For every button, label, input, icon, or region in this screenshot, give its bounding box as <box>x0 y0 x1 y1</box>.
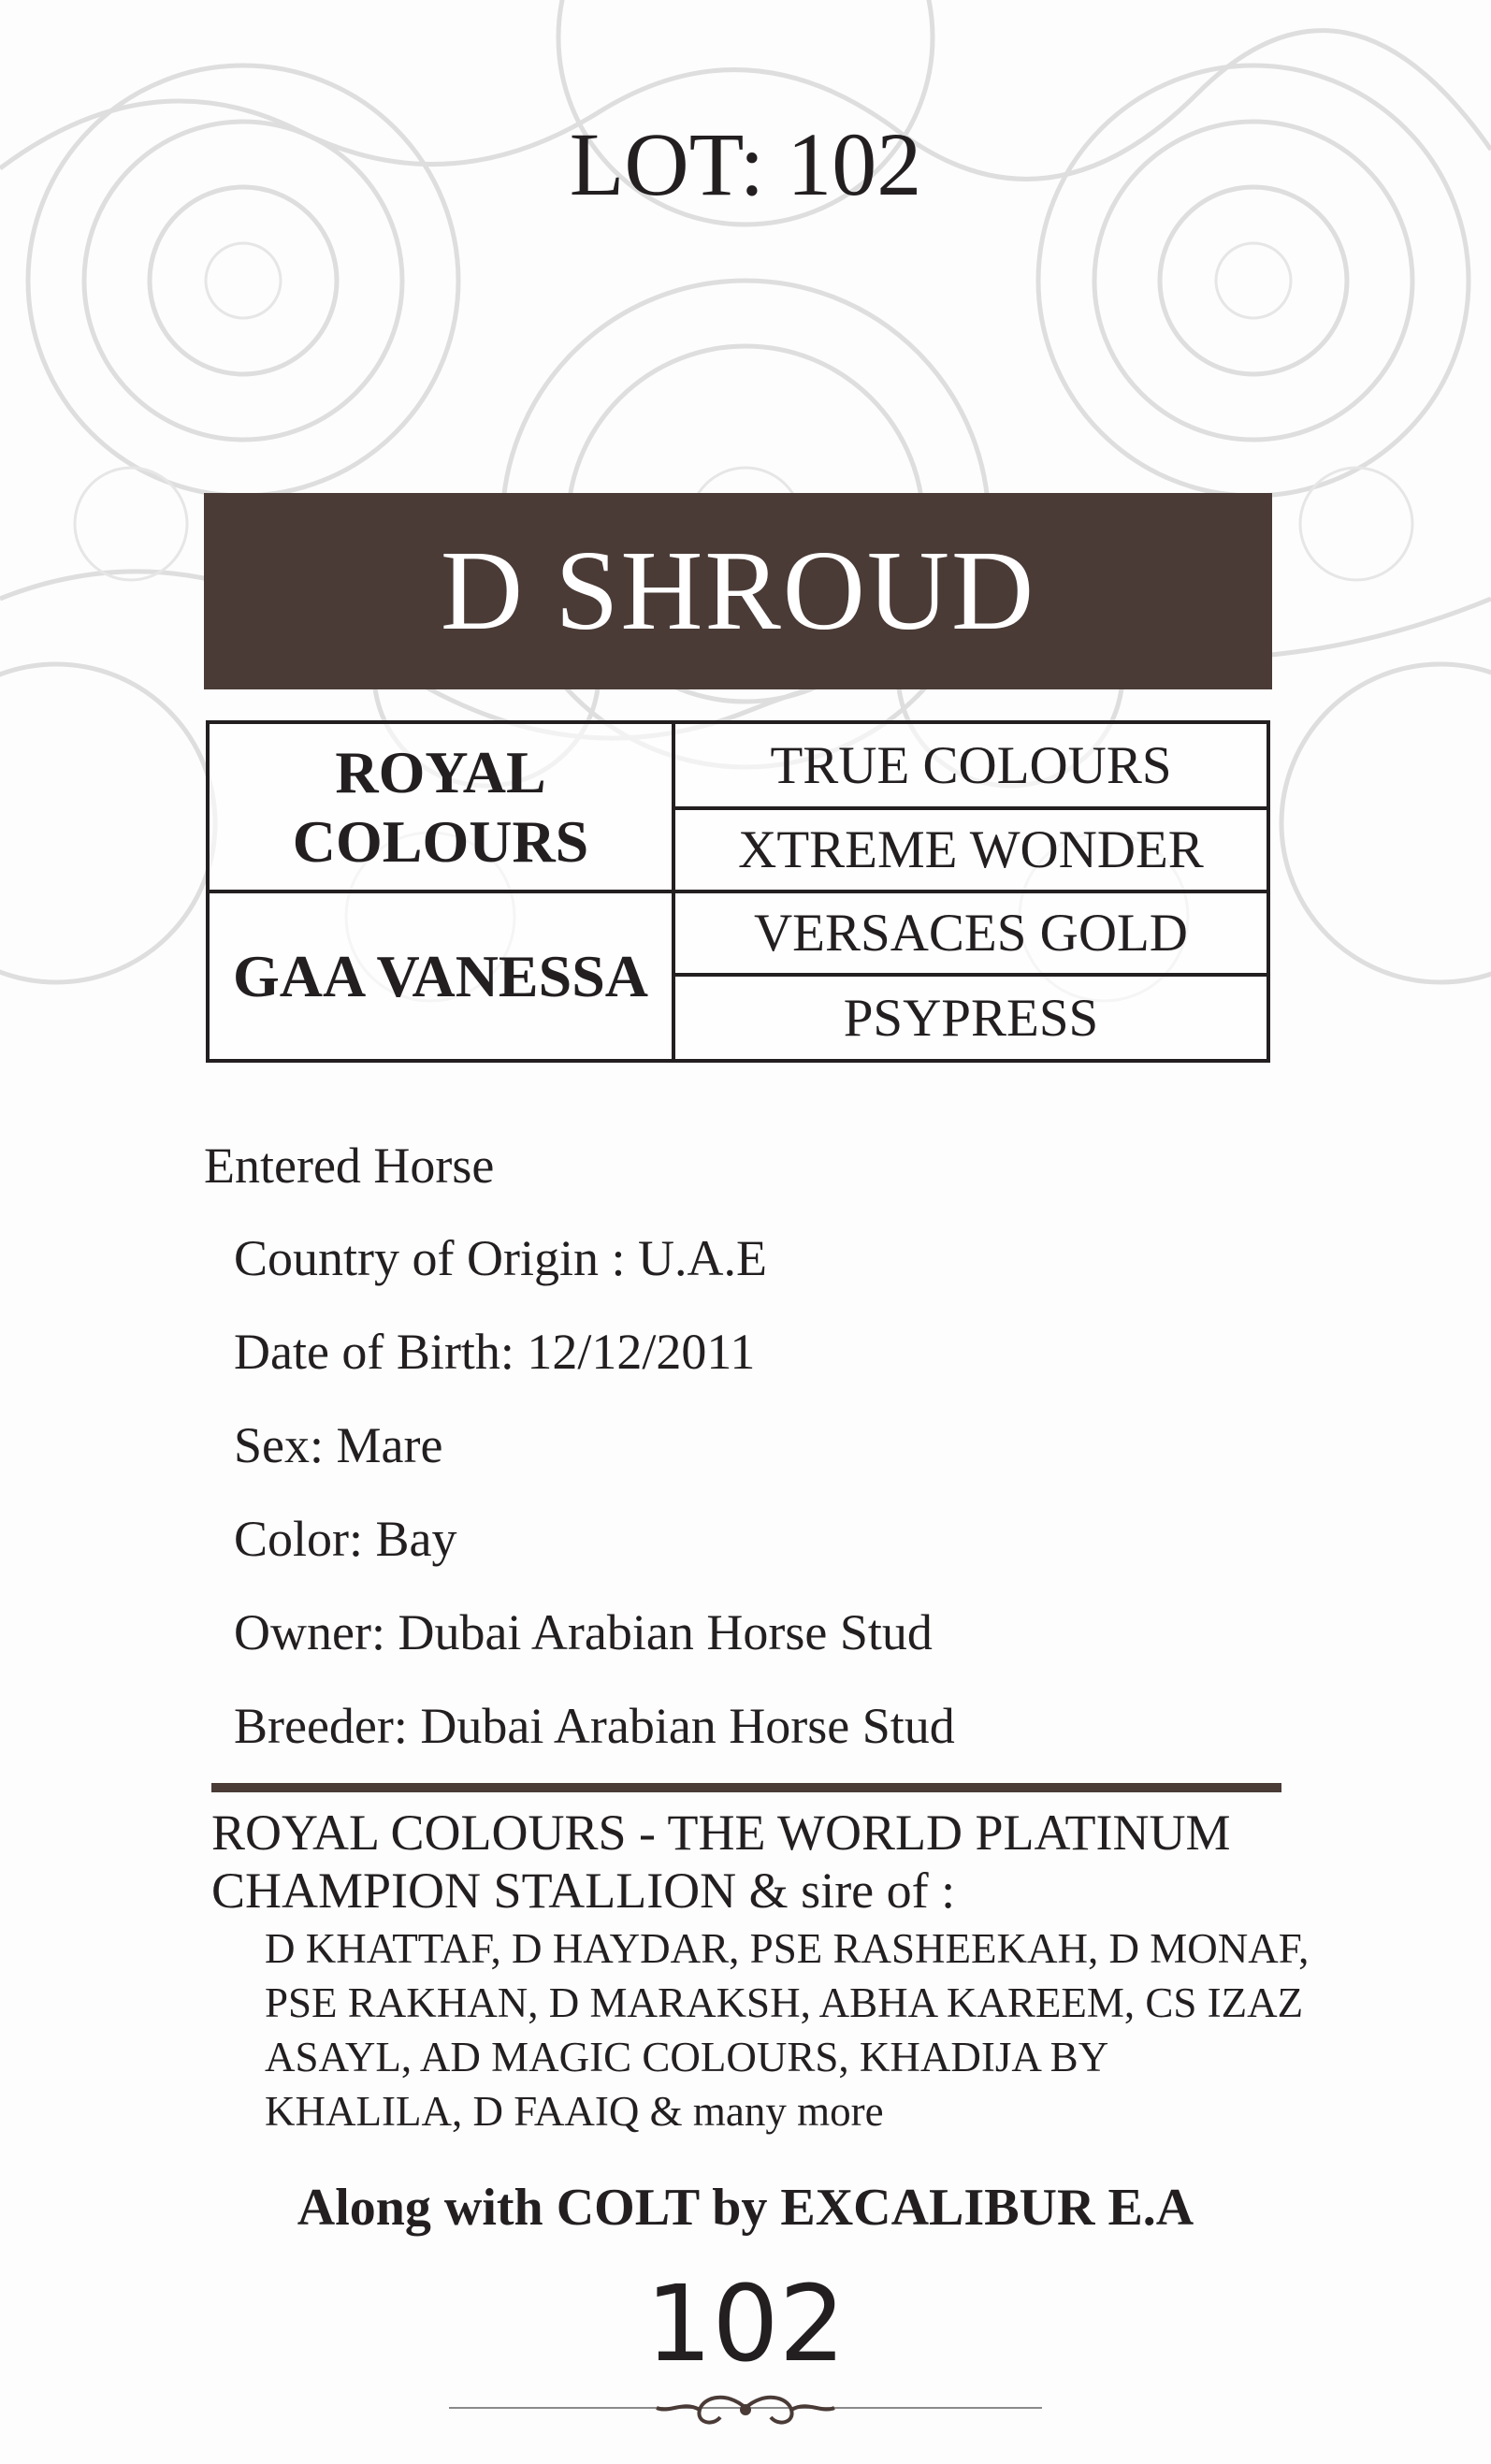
owner: Owner: Dubai Arabian Horse Stud <box>234 1604 933 1660</box>
pedigree-sire-dam: XTREME WONDER <box>675 810 1267 893</box>
pedigree-dam-dam: PSYPRESS <box>843 988 1099 1048</box>
along-with-note: Along with COLT by EXCALIBUR E.A <box>297 2179 1194 2237</box>
flourish-ornament-icon <box>449 2391 1042 2428</box>
color: Color: Bay <box>234 1511 457 1567</box>
horse-name: D SHROUD <box>440 528 1036 654</box>
progeny-list <box>265 1921 1368 2138</box>
lot-number: LOT: 102 <box>569 114 922 214</box>
breeder: Breeder: Dubai Arabian Horse Stud <box>234 1698 955 1754</box>
pedigree-dam-sire: VERSACES GOLD <box>675 893 1267 977</box>
pedigree-dam: GAA VANESSA <box>210 893 675 1059</box>
progeny-line: D KHATTAF, D HAYDAR, PSE RASHEEKAH, D MONAF, <box>265 1925 1310 1972</box>
progeny-line: PSE RAKHAN, D MARAKSH, ABHA KAREEM, CS IZAZ <box>265 1979 1304 2026</box>
sex: Sex: Mare <box>234 1417 443 1473</box>
sire-headline-line: ROYAL COLOURS - THE WORLD PLATINUM <box>211 1805 1231 1861</box>
pedigree-sire: ROYAL COLOURS <box>210 724 675 893</box>
horse-name-banner <box>204 493 1272 689</box>
pedigree-sire-sire: TRUE COLOURS <box>675 724 1267 810</box>
date-of-birth: Date of Birth: 12/12/2011 <box>234 1324 756 1380</box>
sire-headline <box>211 1804 1390 1920</box>
progeny-line: ASAYL, AD MAGIC COLOURS, KHADIJA BY <box>265 2034 1109 2080</box>
pedigree-table <box>206 720 1270 1063</box>
divider-rule <box>211 1783 1281 1792</box>
country-of-origin: Country of Origin : U.A.E <box>234 1230 767 1286</box>
entered-horse-heading: Entered Horse <box>204 1138 495 1194</box>
progeny-line: KHALILA, D FAAIQ & many more <box>265 2088 884 2135</box>
horse-details <box>234 1224 955 1785</box>
sire-headline-line: CHAMPION STALLION & sire of : <box>211 1862 956 1919</box>
page-number: 102 <box>645 2264 846 2385</box>
